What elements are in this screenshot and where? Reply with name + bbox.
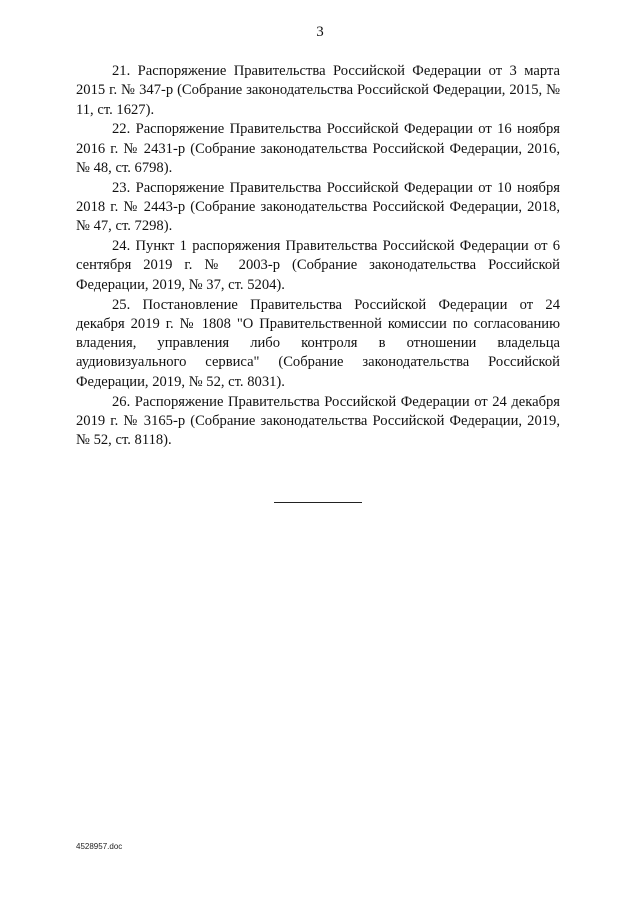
list-item: 25. Постановление Правительства Российской Федерации от 24 декабря 2019 г. № 1808 "О Правительственной комиссии по согласованию владения, управления либо контроля в отношении владельца аудиовизуального сервиса" (Собрание законодательства Российской Федерации, 2019, № 52, ст. 8031).	[76, 296, 560, 390]
list-item: 21. Распоряжение Правительства Российской Федерации от 3 марта 2015 г. № 347-р (Собрание законодательства Российской Федерации, 2015, № 11, ст. 1627).	[76, 63, 560, 118]
list-item: 23. Распоряжение Правительства Российской Федерации от 10 ноября 2018 г. № 2443-р (Собрание законодательства Российской Федерации, 2018, № 47, ст. 7298).	[76, 179, 560, 235]
list-item: 24. Пункт 1 распоряжения Правительства Российской Федерации от 6 сентября 2019 г. № 2003-р (Собрание законодательства Российской Федерации, 2019, № 37, ст. 5204).	[76, 238, 560, 293]
page-number: 3	[316, 24, 324, 40]
list-item: 26. Распоряжение Правительства Российской Федерации от 24 декабря 2019 г. № 3165-р (Собрание законодательства Российской Федерации, 2019, № 52, ст. 8118).	[76, 393, 560, 449]
document-list	[76, 62, 560, 451]
end-divider	[274, 502, 362, 503]
list-item: 22. Распоряжение Правительства Российской Федерации от 16 ноября 2016 г. № 2431-р (Собрание законодательства Российской Федерации, 2016, № 48, ст. 6798).	[76, 121, 560, 176]
footer-doc-id: 4528957.doc	[76, 842, 123, 851]
